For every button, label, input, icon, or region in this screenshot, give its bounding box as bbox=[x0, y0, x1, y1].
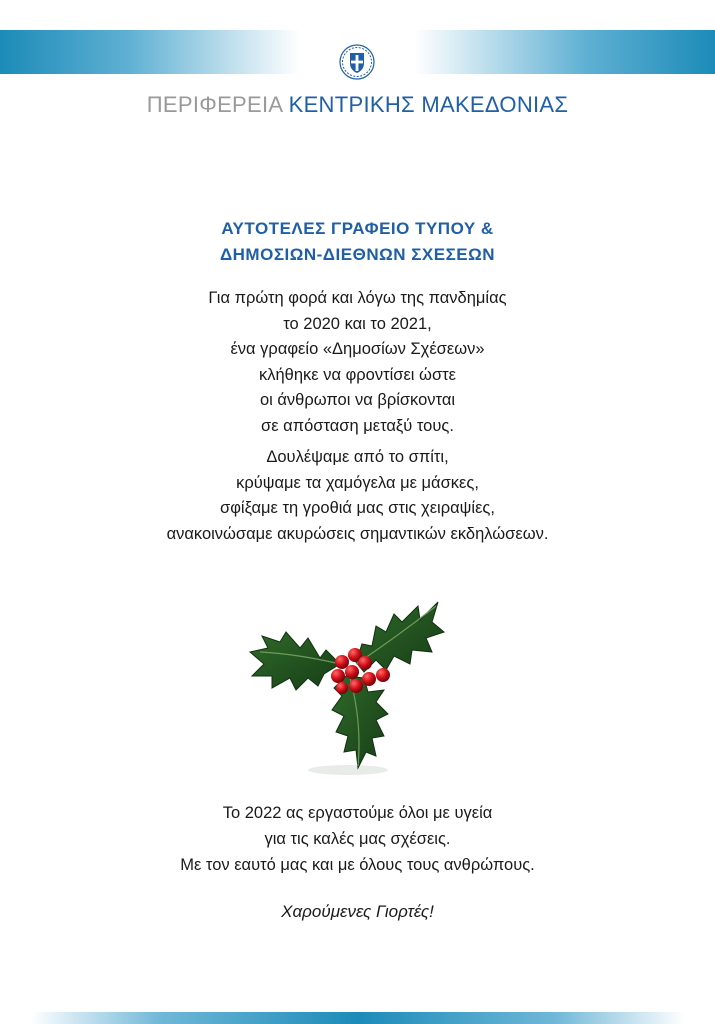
closing-message bbox=[0, 800, 715, 878]
body-line: σε απόσταση μεταξύ τους. bbox=[261, 416, 454, 435]
office-title-line-1: ΑΥΤΟΤΕΛΕΣ ΓΡΑΦΕΙΟ ΤΥΠΟΥ & bbox=[221, 219, 494, 238]
office-title bbox=[0, 216, 715, 268]
body-line: σφίξαμε τη γροθιά μας στις χειραψίες, bbox=[220, 499, 495, 517]
greek-state-emblem-icon bbox=[339, 44, 375, 80]
closing-line: για τις καλές μας σχέσεις. bbox=[264, 830, 451, 848]
closing-line: Με τον εαυτό μας και με όλους τους ανθρώπους. bbox=[180, 856, 535, 874]
region-title-strong: ΚΕΝΤΡΙΚΗΣ ΜΑΚΕΔΟΝΙΑΣ bbox=[288, 92, 569, 117]
office-title-line-2: ΔΗΜΟΣΙΩΝ-ΔΙΕΘΝΩΝ ΣΧΕΣΕΩΝ bbox=[219, 245, 496, 264]
body-line: Για πρώτη φορά και λόγω της πανδημίας bbox=[208, 289, 507, 307]
body-line: ανακοινώσαμε ακυρώσεις σημαντικών εκδηλώσεων. bbox=[166, 524, 549, 543]
holly-icon bbox=[238, 592, 448, 777]
region-title-light: ΠΕΡΙΦΕΡΕΙΑ bbox=[146, 92, 283, 117]
body-line: κλήθηκε να φροντίσει ώστε bbox=[258, 365, 457, 384]
holiday-wishes: Χαρούμενες Γιορτές! bbox=[281, 902, 434, 921]
closing-line: Το 2022 ας εργαστούμε όλοι με υγεία bbox=[222, 804, 493, 822]
body-line: ένα γραφείο «Δημοσίων Σχέσεων» bbox=[230, 340, 485, 358]
message-body bbox=[0, 286, 715, 547]
region-title bbox=[0, 92, 715, 118]
body-line: οι άνθρωποι να βρίσκονται bbox=[259, 391, 456, 409]
footer-band bbox=[30, 1012, 685, 1024]
body-line: το 2020 και το 2021, bbox=[283, 314, 432, 333]
body-line: κρύψαμε τα χαμόγελα με μάσκες, bbox=[236, 473, 479, 492]
body-line: Δουλέψαμε από το σπίτι, bbox=[266, 448, 449, 466]
